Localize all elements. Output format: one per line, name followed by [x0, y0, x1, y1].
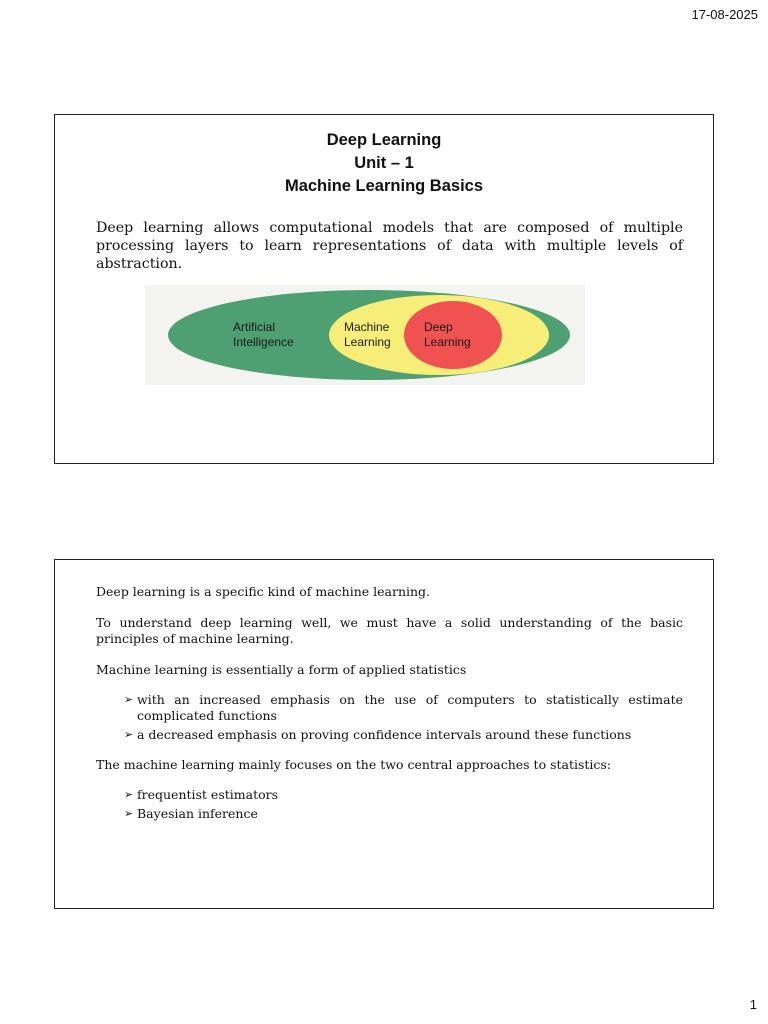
slide-1 [54, 114, 714, 464]
paragraph-3: Machine learning is essentially a form of applied statistics [96, 662, 467, 677]
page-number: 1 [749, 997, 757, 1012]
bullet-list-2 [96, 787, 683, 822]
venn-middle-label-2: Learning [344, 335, 391, 349]
list-item: ➢ frequentist estimators [124, 787, 279, 802]
arrow-bullet-icon: ➢ [124, 807, 134, 820]
arrow-bullet-icon: ➢ [124, 728, 134, 741]
list-item: ➢ with an increased emphasis on the use of computers to statistically estimate complicated functions [124, 692, 683, 723]
venn-outer-label-1: Artificial [233, 320, 276, 334]
slide-2 [54, 559, 714, 909]
header-date: 17-08-2025 [691, 7, 758, 22]
arrow-bullet-icon: ➢ [124, 788, 134, 801]
venn-inner-label-1: Deep [424, 320, 453, 334]
paragraph-1: Deep learning is a specific kind of machine learning. [96, 584, 431, 599]
intro-paragraph: Deep learning allows computational models that are composed of multiple processing layers to learn representations of data with multiple levels of abstraction. [96, 220, 683, 272]
venn-middle-label-1: Machine [344, 320, 390, 334]
arrow-bullet-icon: ➢ [124, 693, 134, 706]
title-line-1: Deep Learning [326, 131, 442, 149]
list-item: ➢ a decreased emphasis on proving confidence intervals around these functions [124, 727, 632, 742]
slide-title [55, 129, 713, 198]
paragraph-4: The machine learning mainly focuses on the two central approaches to statistics: [96, 757, 612, 772]
venn-diagram [145, 285, 585, 385]
venn-inner-label-2: Learning [424, 335, 471, 349]
venn-outer-label-2: Intelligence [233, 335, 294, 349]
paragraph-2: To understand deep learning well, we must have a solid understanding of the basic principles of machine learning. [96, 615, 683, 646]
title-line-2: Unit – 1 [354, 154, 414, 172]
title-line-3: Machine Learning Basics [284, 177, 484, 195]
list-item: ➢ Bayesian inference [124, 806, 258, 821]
slide-2-body [96, 584, 683, 836]
bullet-list-1 [96, 692, 683, 743]
